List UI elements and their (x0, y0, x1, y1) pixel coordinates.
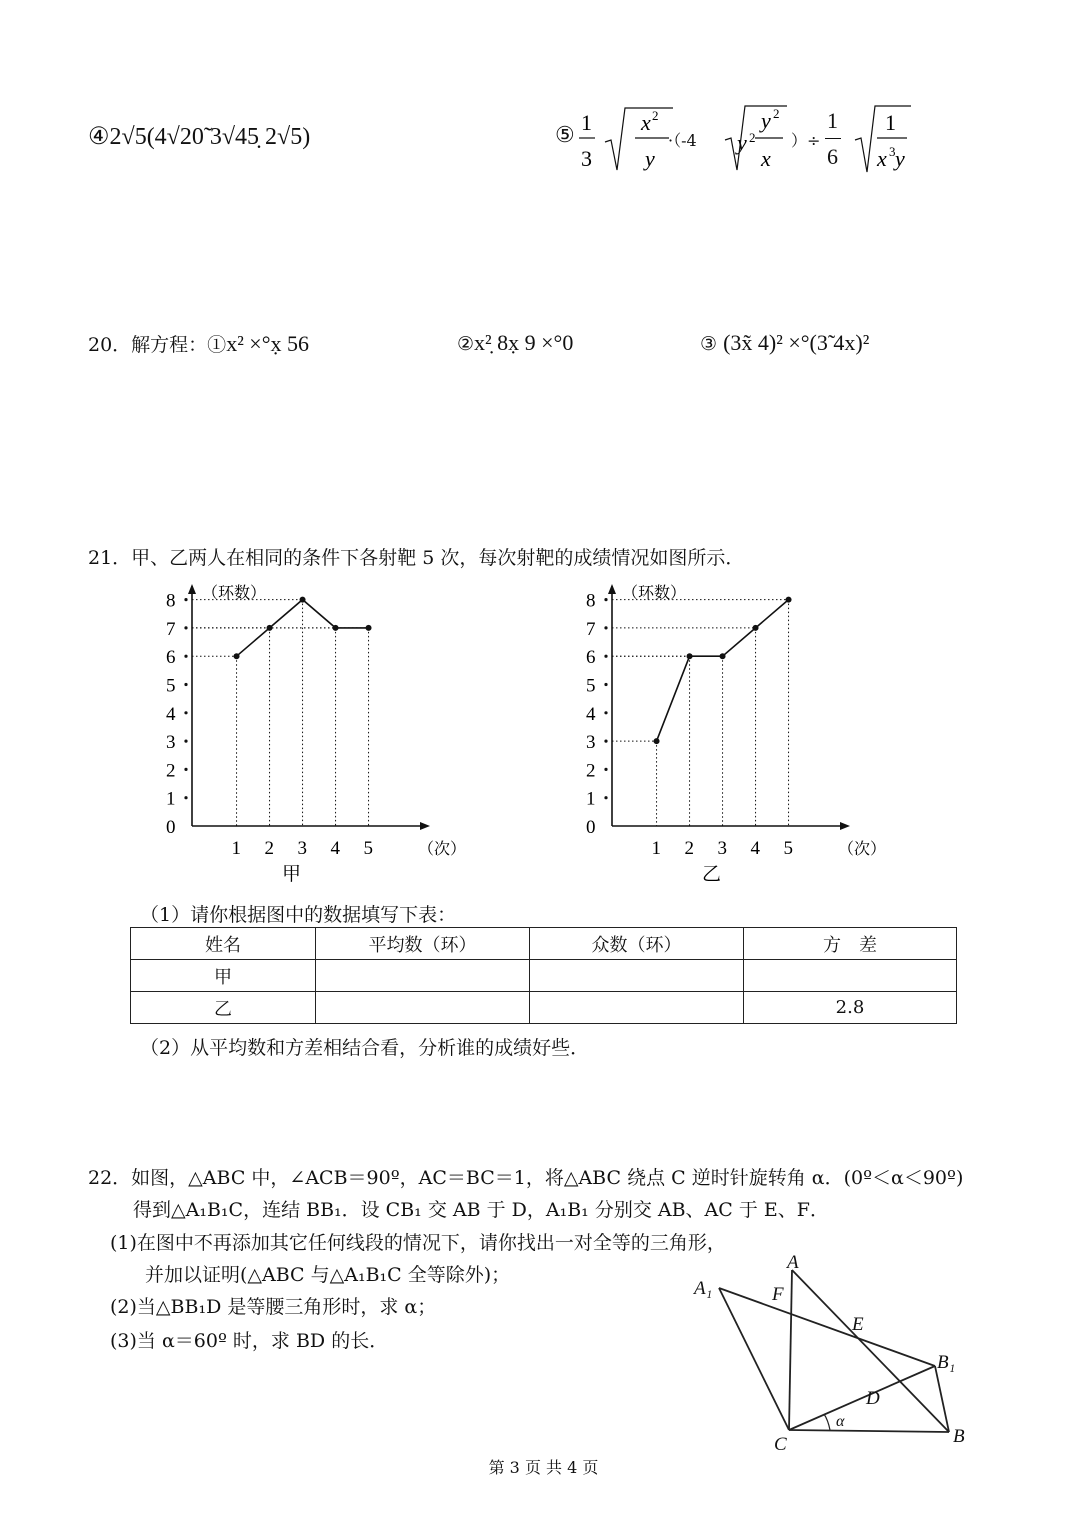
x-axis-label: （次） (838, 841, 887, 858)
svg-text:2: 2 (773, 106, 780, 121)
table-cell-mean[interactable] (316, 992, 530, 1024)
q19-item5 (555, 100, 935, 180)
y-tick-dot (604, 711, 607, 714)
svg-text:x: x (761, 146, 771, 171)
q22-sub2: (2)当△BB₁D 是等腰三角形时，求 α； (110, 1296, 437, 1318)
x-tick-label: 4 (750, 838, 761, 859)
y-tick-label: 4 (586, 703, 596, 725)
q22-line2: 得到△A₁B₁C，连结 BB₁．设 CB₁ 交 AB 于 D，A₁B₁ 分别交 AB、AC 于 E、F． (133, 1199, 829, 1221)
q20-eq3-expr: (3x̃ 4)² ×°(3̃ 4x)² (723, 330, 870, 355)
segment-AC (789, 1270, 792, 1430)
table-row (131, 992, 957, 1024)
y-tick-label: 2 (586, 760, 596, 782)
x-tick-label: 3 (717, 838, 728, 859)
table-row (131, 960, 957, 992)
y-tick-label: 1 (586, 788, 596, 810)
y-tick-label: 8 (166, 590, 176, 612)
q21-part2: （2）从平均数和方差相结合看，分析谁的成绩好些． (140, 1037, 590, 1059)
data-point (333, 625, 339, 631)
data-point (687, 653, 693, 659)
y-tick-label: 8 (586, 590, 596, 612)
chart-title: 乙 (702, 864, 722, 885)
svg-text:1: 1 (581, 110, 592, 135)
alpha-arc (824, 1414, 830, 1430)
y-axis-arrow (608, 584, 616, 594)
score-table (130, 927, 957, 1024)
q20-eq2-expr: x²̣ 8x̣ 9 ×°0 (474, 330, 574, 355)
y-axis-arrow (188, 584, 196, 594)
table-header-row (131, 928, 957, 960)
page-footer: 第 3 页 共 4 页 (488, 1458, 599, 1477)
q22-sub1a: (1)在图中不再添加其它任何线段的情况下，请你找出一对全等的三角形， (110, 1232, 726, 1254)
x-axis-label: （次） (418, 841, 467, 858)
y-tick-dot (184, 796, 187, 799)
q22-sub3: (3)当 α＝60º 时，求 BD 的长． (110, 1330, 389, 1352)
table-cell: 乙 (131, 992, 316, 1024)
x-axis-arrow (840, 822, 850, 830)
svg-text:2: 2 (749, 130, 756, 145)
q19-item5-div-num: 1 (827, 108, 838, 133)
q19-item4 (88, 122, 310, 151)
y-tick-dot (604, 768, 607, 771)
q19-item5-div-bar (825, 138, 841, 139)
label-E: E (852, 1314, 864, 1335)
chart-title: 甲 (282, 864, 302, 885)
y-tick-label: 1 (166, 788, 176, 810)
y-tick-dot (184, 626, 187, 629)
table-cell-variance: 2.8 (744, 992, 957, 1024)
data-point (720, 653, 726, 659)
label-A: A (787, 1252, 799, 1273)
svg-text:3: 3 (889, 144, 896, 159)
data-point (267, 625, 273, 631)
segment-CB (789, 1430, 949, 1432)
segment-BB1 (935, 1366, 949, 1432)
x-tick-label: 1 (651, 838, 662, 859)
q20-lead: 20．解方程：① (88, 334, 227, 356)
x-tick-label: 5 (783, 838, 794, 859)
svg-text:3: 3 (581, 146, 592, 171)
label-A1: A₁ (694, 1278, 713, 1299)
y-tick-dot (604, 683, 607, 686)
q19-item4-expression: 2√5(4√20̃ 3√45̣ 2√5) (109, 124, 311, 150)
q20-eq1-expr: x² ×°x̣ 56 (226, 331, 309, 356)
table-cell: 甲 (131, 960, 316, 992)
y-tick-label: 0 (166, 817, 176, 838)
y-tick-dot (604, 796, 607, 799)
table-cell-mean[interactable] (316, 960, 530, 992)
series-line (657, 600, 789, 742)
svg-text:y: y (761, 108, 771, 133)
q22-sub1b: 并加以证明(△ABC 与△A₁B₁C 全等除外)； (145, 1264, 511, 1286)
y-axis-label: （环数） (202, 585, 267, 602)
data-point (753, 625, 759, 631)
x-tick-label: 4 (330, 838, 341, 859)
y-tick-label: 3 (166, 732, 176, 754)
svg-text:1: 1 (885, 110, 896, 135)
q20-eq2-label: ② (457, 333, 475, 355)
y-tick-dot (184, 683, 187, 686)
y-tick-label: 7 (166, 618, 176, 640)
table-cell-mode[interactable] (530, 960, 744, 992)
label-C: C (774, 1434, 787, 1455)
y-tick-label: 0 (586, 817, 596, 838)
x-axis-arrow (420, 822, 430, 830)
q20-eq2 (457, 330, 573, 356)
y-tick-dot (604, 598, 607, 601)
q19-item5-close: ）÷ (791, 131, 821, 150)
segment-CB1 (789, 1366, 935, 1430)
q19-item5-div-den: 6 (827, 144, 838, 169)
svg-text:y: y (645, 146, 655, 171)
x-tick-label: 2 (264, 838, 275, 859)
x-tick-label: 3 (297, 838, 308, 859)
x-tick-label: 5 (363, 838, 374, 859)
x-tick-label: 1 (231, 838, 242, 859)
data-point (300, 597, 306, 603)
y-tick-label: 7 (586, 618, 596, 640)
y-tick-dot (604, 626, 607, 629)
y-tick-dot (604, 740, 607, 743)
table-cell-variance[interactable] (744, 960, 957, 992)
y-tick-dot (184, 740, 187, 743)
data-point (654, 738, 660, 744)
x-tick-label: 2 (684, 838, 695, 859)
svg-text:y: y (737, 130, 747, 155)
q19-item5-label: ⑤ (555, 122, 575, 147)
q20-eq1 (88, 330, 309, 357)
data-point (366, 625, 372, 631)
svg-text:y: y (895, 146, 905, 171)
table-header: 众数（环） (530, 928, 744, 960)
svg-text:x: x (877, 146, 887, 171)
q20-eq3 (700, 330, 869, 356)
y-tick-dot (184, 655, 187, 658)
y-tick-dot (604, 655, 607, 658)
svg-text:2: 2 (652, 108, 659, 123)
triangle-figure (690, 1250, 980, 1455)
q19-item5-mid: ·（-4 (668, 131, 697, 150)
q19-item4-label: ④ (88, 124, 110, 150)
label-D: D (866, 1388, 880, 1409)
table-header: 平均数（环） (316, 928, 530, 960)
table-header: 姓名 (131, 928, 316, 960)
label-B1: B₁ (937, 1352, 956, 1373)
y-tick-dot (184, 711, 187, 714)
label-alpha: α (836, 1413, 845, 1430)
data-point (234, 653, 240, 659)
y-tick-label: 5 (586, 675, 596, 697)
y-tick-label: 6 (586, 647, 596, 669)
label-F: F (772, 1284, 784, 1305)
y-tick-label: 5 (166, 675, 176, 697)
y-tick-label: 4 (166, 703, 176, 725)
y-tick-label: 3 (586, 732, 596, 754)
table-cell-mode[interactable] (530, 992, 744, 1024)
y-tick-dot (184, 768, 187, 771)
q22-line1: 22．如图，△ABC 中，∠ACB＝90º，AC＝BC＝1，将△ABC 绕点 C 逆时针旋转角 α．(0º＜α＜90º) (88, 1167, 964, 1189)
table-header: 方 差 (744, 928, 957, 960)
y-tick-label: 6 (166, 647, 176, 669)
svg-text:x: x (641, 110, 651, 135)
y-tick-label: 2 (166, 760, 176, 782)
chart-jia (150, 578, 470, 888)
q20-eq3-label: ③ (700, 333, 718, 355)
q21-stem: 21．甲、乙两人在相同的条件下各射靶 5 次，每次射靶的成绩情况如图所示． (88, 547, 745, 569)
data-point (786, 597, 792, 603)
q19-item5-formula (575, 100, 935, 180)
y-axis-label: （环数） (622, 585, 687, 602)
chart-yi (570, 578, 890, 888)
label-B: B (953, 1426, 965, 1447)
q21-part1: （1）请你根据图中的数据填写下表： (140, 904, 457, 926)
y-tick-dot (184, 598, 187, 601)
